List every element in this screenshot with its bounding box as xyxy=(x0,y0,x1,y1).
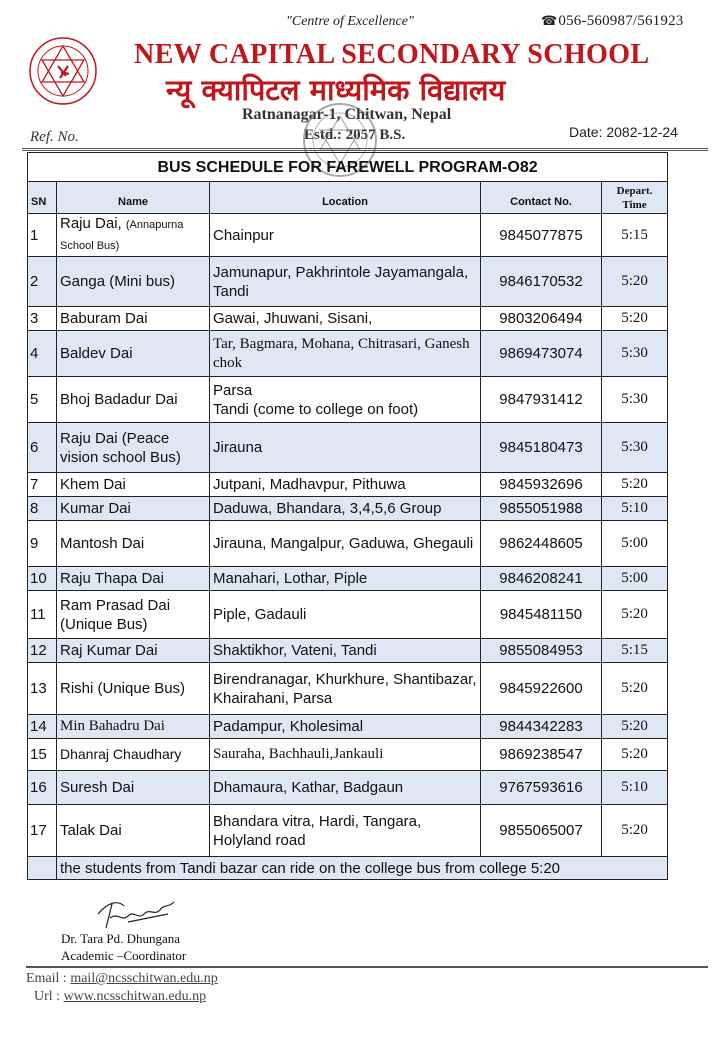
footer-divider xyxy=(26,966,708,968)
table-row xyxy=(28,663,668,715)
row-sn: 2 xyxy=(28,257,57,307)
table-row xyxy=(28,423,668,473)
row-contact: 9855065007 xyxy=(481,805,602,857)
row-location: Tar, Bagmara, Mohana, Chitrasari, Ganesh chok xyxy=(210,331,481,377)
row-time: 5:20 xyxy=(602,591,668,639)
table-row xyxy=(28,567,668,591)
row-name: Raj Kumar Dai xyxy=(57,639,210,663)
row-time: 5:30 xyxy=(602,423,668,473)
row-time: 5:20 xyxy=(602,663,668,715)
email-link[interactable]: mail@ncsschitwan.edu.np xyxy=(70,971,218,986)
row-location: Jirauna, Mangalpur, Gaduwa, Ghegauli xyxy=(210,521,481,567)
row-contact: 9845180473 xyxy=(481,423,602,473)
schedule-title: BUS SCHEDULE FOR FAREWELL PROGRAM-O82 xyxy=(28,153,668,182)
table-row xyxy=(28,521,668,567)
row-name: Bhoj Badadur Dai xyxy=(57,377,210,423)
row-contact: 9845481150 xyxy=(481,591,602,639)
table-row xyxy=(28,331,668,377)
row-contact: 9847931412 xyxy=(481,377,602,423)
row-name: Mantosh Dai xyxy=(57,521,210,567)
table-row xyxy=(28,805,668,857)
row-name: Ram Prasad Dai (Unique Bus) xyxy=(57,591,210,639)
row-contact: 9846170532 xyxy=(481,257,602,307)
row-sn: 10 xyxy=(28,567,57,591)
row-location: Shaktikhor, Vateni, Tandi xyxy=(210,639,481,663)
row-sn: 12 xyxy=(28,639,57,663)
column-header-sn: SN xyxy=(28,182,57,214)
column-header-location: Location xyxy=(210,182,481,214)
row-contact: 9767593616 xyxy=(481,771,602,805)
row-sn: 3 xyxy=(28,307,57,331)
email-line xyxy=(26,970,218,988)
row-time: 5:10 xyxy=(602,771,668,805)
row-name: Raju Thapa Dai xyxy=(57,567,210,591)
schedule-note: the students from Tandi bazar can ride on the college bus from college 5:20 xyxy=(57,857,668,880)
row-sn: 5 xyxy=(28,377,57,423)
row-location: Manahari, Lothar, Piple xyxy=(210,567,481,591)
bus-schedule-table xyxy=(27,152,668,880)
row-sn: 9 xyxy=(28,521,57,567)
document-date: Date: 2082-12-24 xyxy=(569,124,678,140)
column-header-time-line2: Time xyxy=(622,199,647,211)
row-name: Suresh Dai xyxy=(57,771,210,805)
phone-number: 056-560987/561923 xyxy=(558,13,684,29)
row-time: 5:20 xyxy=(602,715,668,739)
row-name: Kumar Dai xyxy=(57,497,210,521)
column-header-time xyxy=(602,182,668,214)
row-sn: 14 xyxy=(28,715,57,739)
row-contact: 9869473074 xyxy=(481,331,602,377)
row-name: Raju Dai (Peace vision school Bus) xyxy=(57,423,210,473)
table-row xyxy=(28,639,668,663)
row-time: 5:20 xyxy=(602,307,668,331)
row-contact: 9862448605 xyxy=(481,521,602,567)
row-name: Baldev Dai xyxy=(57,331,210,377)
table-row xyxy=(28,497,668,521)
row-time: 5:20 xyxy=(602,739,668,771)
row-time: 5:20 xyxy=(602,805,668,857)
row-contact: 9855084953 xyxy=(481,639,602,663)
letterhead xyxy=(0,0,720,150)
row-sn: 6 xyxy=(28,423,57,473)
school-name-english: NEW CAPITAL SECONDARY SCHOOL xyxy=(134,38,650,70)
row-time: 5:30 xyxy=(602,331,668,377)
row-time: 5:00 xyxy=(602,567,668,591)
signature-icon xyxy=(88,892,188,932)
table-row xyxy=(28,771,668,805)
column-header-time-line1: Depart. xyxy=(616,185,653,197)
table-row xyxy=(28,739,668,771)
row-name xyxy=(57,214,210,257)
row-location: Jamunapur, Pakhrintole Jayamangala, Tandi xyxy=(210,257,481,307)
row-sn: 16 xyxy=(28,771,57,805)
ref-number-label: Ref. No. xyxy=(30,129,79,145)
row-name-note: (Annapurna School Bus) xyxy=(60,219,184,252)
row-time: 5:15 xyxy=(602,214,668,257)
row-sn: 15 xyxy=(28,739,57,771)
table-row xyxy=(28,257,668,307)
row-name: Dhanraj Chaudhary xyxy=(57,739,210,771)
phone-icon: ☎ xyxy=(541,13,558,28)
row-name-main: Raju Dai, xyxy=(60,215,122,232)
row-sn: 17 xyxy=(28,805,57,857)
table-row xyxy=(28,377,668,423)
row-time: 5:15 xyxy=(602,639,668,663)
established-year: Estd.: 2057 B.S. xyxy=(304,127,406,143)
signer-title: Academic –Coordinator xyxy=(61,948,187,963)
table-row xyxy=(28,715,668,739)
email-label: Email : xyxy=(26,971,71,986)
school-logo-icon xyxy=(28,36,98,106)
table-header-row xyxy=(28,182,668,214)
table-title-row xyxy=(28,153,668,182)
row-time: 5:30 xyxy=(602,377,668,423)
row-name: Min Bahadru Dai xyxy=(57,715,210,739)
row-name: Ganga (Mini bus) xyxy=(57,257,210,307)
row-time: 5:20 xyxy=(602,257,668,307)
signer-block xyxy=(61,930,186,964)
row-time: 5:00 xyxy=(602,521,668,567)
row-contact: 9846208241 xyxy=(481,567,602,591)
table-row xyxy=(28,591,668,639)
row-sn: 11 xyxy=(28,591,57,639)
row-name: Rishi (Unique Bus) xyxy=(57,663,210,715)
row-contact: 9855051988 xyxy=(481,497,602,521)
row-sn: 8 xyxy=(28,497,57,521)
row-location: Jutpani, Madhavpur, Pithuwa xyxy=(210,473,481,497)
row-contact: 9845077875 xyxy=(481,214,602,257)
row-location: Sauraha, Bachhauli,Jankauli xyxy=(210,739,481,771)
row-location: Jirauna xyxy=(210,423,481,473)
row-name: Khem Dai xyxy=(57,473,210,497)
row-location: Chainpur xyxy=(210,214,481,257)
school-address: Ratnanagar-1, Chitwan, Nepal xyxy=(242,106,452,123)
row-location-line1: Parsa xyxy=(213,381,253,399)
row-contact: 9869238547 xyxy=(481,739,602,771)
column-header-contact: Contact No. xyxy=(481,182,602,214)
row-location-line2: Tandi (come to college on foot) xyxy=(213,400,419,418)
note-row xyxy=(28,857,668,880)
school-name-nepali: न्यू क्यापिटल माध्यमिक विद्यालय xyxy=(166,73,506,107)
row-location: Birendranagar, Khurkhure, Shantibazar, Khairahani, Parsa xyxy=(210,663,481,715)
footer-contact xyxy=(26,970,218,1006)
url-link[interactable]: www.ncsschitwan.edu.np xyxy=(63,989,207,1004)
url-line xyxy=(26,988,218,1006)
header-divider xyxy=(22,148,708,151)
school-motto: "Centre of Excellence" xyxy=(286,14,414,29)
row-location xyxy=(210,377,481,423)
url-label: Url : xyxy=(34,989,64,1004)
column-header-name: Name xyxy=(57,182,210,214)
table-row xyxy=(28,307,668,331)
row-contact: 9803206494 xyxy=(481,307,602,331)
school-phone xyxy=(541,13,683,30)
row-name: Baburam Dai xyxy=(57,307,210,331)
row-sn: 13 xyxy=(28,663,57,715)
row-time: 5:10 xyxy=(602,497,668,521)
row-location: Padampur, Kholesimal xyxy=(210,715,481,739)
row-time: 5:20 xyxy=(602,473,668,497)
row-location: Piple, Gadauli xyxy=(210,591,481,639)
row-contact: 9844342283 xyxy=(481,715,602,739)
row-contact: 9845932696 xyxy=(481,473,602,497)
row-sn: 7 xyxy=(28,473,57,497)
row-name: Talak Dai xyxy=(57,805,210,857)
table-row xyxy=(28,214,668,257)
row-location: Dhamaura, Kathar, Badgaun xyxy=(210,771,481,805)
row-sn: 4 xyxy=(28,331,57,377)
row-sn: 1 xyxy=(28,214,57,257)
table-row xyxy=(28,473,668,497)
row-location: Bhandara vitra, Hardi, Tangara, Holyland road xyxy=(210,805,481,857)
row-location: Gawai, Jhuwani, Sisani, xyxy=(210,307,481,331)
signer-name: Dr. Tara Pd. Dhungana xyxy=(61,931,181,946)
row-location: Daduwa, Bhandara, 3,4,5,6 Group xyxy=(210,497,481,521)
note-row-spacer xyxy=(28,857,57,880)
row-contact: 9845922600 xyxy=(481,663,602,715)
